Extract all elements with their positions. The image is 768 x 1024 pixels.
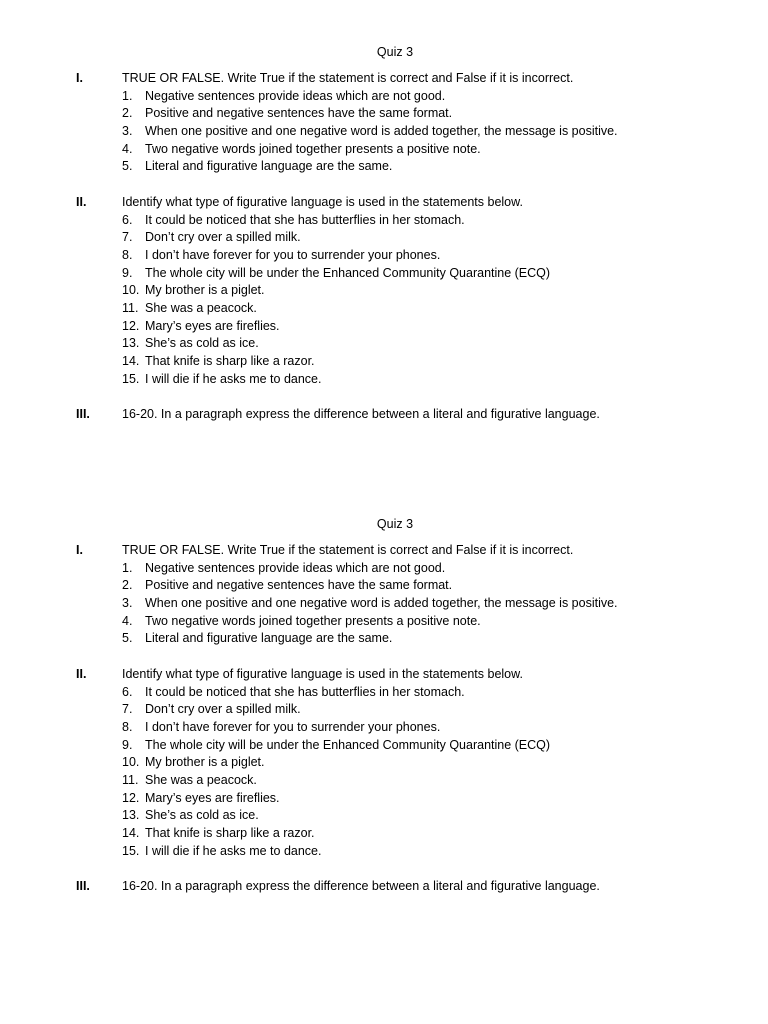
question-item [0,790,768,808]
question-item [0,843,768,861]
question-text: Two negative words joined together presents a positive note. [145,141,481,156]
question-item [0,560,768,578]
question-item [0,105,768,123]
question-number: 6. [122,684,133,699]
spacer [0,860,768,878]
question-number: 5. [122,631,133,646]
question-text: Don’t cry over a spilled milk. [145,702,301,717]
section-heading [0,542,768,560]
question-number: 8. [122,247,133,262]
question-item [0,630,768,648]
question-item [0,141,768,159]
question-text: She was a peacock. [145,300,257,315]
question-number: 15. [122,843,140,858]
question-text: I don’t have forever for you to surrender your phones. [145,247,441,262]
section-heading [0,194,768,212]
question-item [0,754,768,772]
section-instruction: TRUE OR FALSE. Write True if the statement is correct and False if it is incorrect. [122,543,574,557]
section-essay [0,406,768,424]
question-number: 8. [122,719,133,734]
question-item [0,229,768,247]
section-numeral: II. [76,666,87,681]
question-item [0,123,768,141]
section-numeral: III. [76,879,90,894]
spacer [0,648,768,666]
question-text: Don’t cry over a spilled milk. [145,230,301,245]
question-number: 1. [122,560,133,575]
question-text: She was a peacock. [145,772,257,787]
question-number: 12. [122,790,140,805]
question-text: Literal and figurative language are the same. [145,631,393,646]
question-text: I will die if he asks me to dance. [145,843,322,858]
question-text: Literal and figurative language are the same. [145,159,393,174]
question-text: My brother is a piglet. [145,283,265,298]
section-true-false [0,70,768,176]
question-item [0,247,768,265]
question-item [0,737,768,755]
question-number: 7. [122,702,133,717]
question-text: Negative sentences provide ideas which are not good. [145,560,446,575]
question-text: Two negative words joined together presents a positive note. [145,613,481,628]
section-instruction: Identify what type of figurative language is used in the statements below. [122,666,523,681]
question-item [0,88,768,106]
section-heading [0,406,768,424]
question-text: Positive and negative sentences have the same format. [145,578,453,593]
question-number: 2. [122,578,133,593]
question-item [0,772,768,790]
question-text: My brother is a piglet. [145,755,265,770]
quiz-sheet-top [0,43,768,424]
question-number: 13. [122,808,140,823]
question-item [0,577,768,595]
question-number: 13. [122,336,140,351]
section-numeral: II. [76,194,87,209]
question-text: When one positive and one negative word is added together, the message is positive. [145,124,618,139]
spacer [0,176,768,194]
question-item [0,300,768,318]
question-number: 9. [122,265,133,280]
question-text: She’s as cold as ice. [145,808,259,823]
question-item [0,335,768,353]
section-instruction: TRUE OR FALSE. Write True if the statement is correct and False if it is incorrect. [122,71,574,85]
question-number: 9. [122,737,133,752]
section-figurative [0,666,768,861]
question-number: 14. [122,826,140,840]
question-item [0,265,768,283]
question-number: 10. [122,283,140,298]
question-text: I will die if he asks me to dance. [145,371,322,386]
question-list [0,684,768,861]
section-instruction: Identify what type of figurative language is used in the statements below. [122,194,523,209]
question-item [0,719,768,737]
question-item [0,212,768,230]
question-text: Negative sentences provide ideas which are not good. [145,88,446,103]
question-text: The whole city will be under the Enhanced Community Quarantine (ECQ) [145,265,551,280]
question-text: When one positive and one negative word is added together, the message is positive. [145,596,618,611]
question-list [0,560,768,648]
section-heading [0,666,768,684]
question-number: 4. [122,141,133,156]
spacer [0,388,768,406]
section-numeral: III. [76,407,90,422]
quiz-title: Quiz 3 [376,517,414,531]
question-item [0,282,768,300]
section-heading [0,70,768,88]
question-item [0,613,768,631]
question-number: 3. [122,124,133,139]
question-item [0,158,768,176]
question-item [0,318,768,336]
question-number: 15. [122,371,140,386]
question-list [0,212,768,389]
section-instruction: 16-20. In a paragraph express the difference between a literal and figurative language. [122,879,600,894]
section-numeral: I. [76,543,83,557]
question-item [0,371,768,389]
question-number: 6. [122,212,133,227]
question-number: 5. [122,159,133,174]
question-number: 10. [122,755,140,770]
section-instruction: 16-20. In a paragraph express the difference between a literal and figurative language. [122,407,600,422]
question-item [0,595,768,613]
question-number: 7. [122,230,133,245]
question-item [0,353,768,371]
section-true-false [0,542,768,648]
quiz-sheet-bottom [0,515,768,896]
question-text: She’s as cold as ice. [145,336,259,351]
question-text: It could be noticed that she has butterflies in her stomach. [145,212,465,227]
question-text: I don’t have forever for you to surrender your phones. [145,719,441,734]
question-number: 11. [122,772,139,787]
question-number: 1. [122,88,133,103]
question-item [0,684,768,702]
question-number: 12. [122,318,140,333]
question-item [0,807,768,825]
question-number: 14. [122,354,140,368]
section-heading [0,878,768,896]
quiz-title: Quiz 3 [376,45,414,59]
question-text: Positive and negative sentences have the same format. [145,106,453,121]
section-figurative [0,194,768,389]
question-text: That knife is sharp like a razor. [145,826,315,840]
question-list [0,88,768,176]
question-item [0,825,768,843]
question-text: Mary’s eyes are fireflies. [145,790,280,805]
section-essay [0,878,768,896]
section-numeral: I. [76,71,83,85]
question-text: The whole city will be under the Enhanced Community Quarantine (ECQ) [145,737,551,752]
question-number: 3. [122,596,133,611]
question-text: That knife is sharp like a razor. [145,354,315,368]
question-text: It could be noticed that she has butterflies in her stomach. [145,684,465,699]
question-item [0,701,768,719]
question-number: 11. [122,300,139,315]
question-text: Mary’s eyes are fireflies. [145,318,280,333]
question-number: 4. [122,613,133,628]
question-number: 2. [122,106,133,121]
